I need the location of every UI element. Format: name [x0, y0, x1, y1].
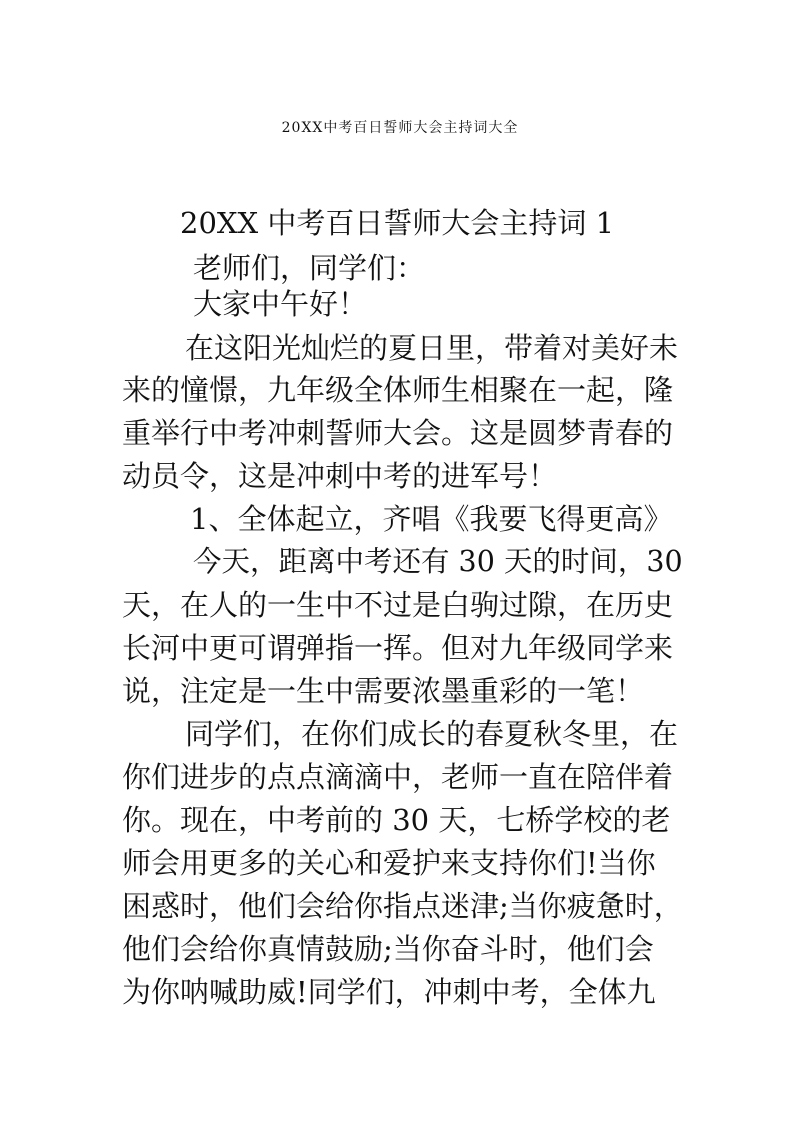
paragraph-line: 你们进步的点点滴滴中，老师一直在陪伴着	[122, 760, 674, 794]
paragraph-line: 来的憧憬，九年级全体师生相聚在一起，隆	[122, 373, 674, 407]
paragraph-line: 师会用更多的关心和爱护来支持你们!当你	[122, 846, 656, 880]
paragraph-line: 在这阳光灿烂的夏日里，带着对美好未	[185, 331, 679, 365]
paragraph-line: 今天，距离中考还有 30 天的时间，30	[193, 545, 683, 578]
greeting-line: 老师们，同学们：	[193, 251, 426, 285]
paragraph-line: 说，注定是一生中需要浓墨重彩的一笔！	[122, 674, 645, 708]
paragraph-line: 他们会给你真情鼓励;当你奋斗时，他们会	[122, 932, 654, 966]
paragraph-line: 天，在人的一生中不过是白驹过隙，在历史	[122, 588, 674, 622]
subheading: 20XX 中考百日誓师大会主持词 1	[180, 206, 615, 240]
paragraph-line: 困惑时，他们会给你指点迷津;当你疲惫时，	[122, 889, 683, 923]
paragraph-line: 重举行中考冲刺誓师大会。这是圆梦青春的	[122, 416, 674, 450]
paragraph-line: 动员令，这是冲刺中考的进军号！	[122, 459, 558, 493]
greeting-line: 大家中午好！	[193, 287, 368, 321]
paragraph-line: 为你呐喊助威!同学们，冲刺中考，全体九	[122, 975, 656, 1009]
document-title: 20XX中考百日誓师大会主持词大全	[281, 120, 519, 136]
paragraph-line: 你。现在，中考前的 30 天，七桥学校的老	[122, 803, 671, 837]
paragraph-line: 同学们，在你们成长的春夏秋冬里，在	[185, 717, 679, 751]
paragraph-line: 长河中更可谓弹指一挥。但对九年级同学来	[122, 631, 674, 665]
program-item: 1、全体起立，齐唱《我要飞得更高》	[190, 502, 673, 536]
